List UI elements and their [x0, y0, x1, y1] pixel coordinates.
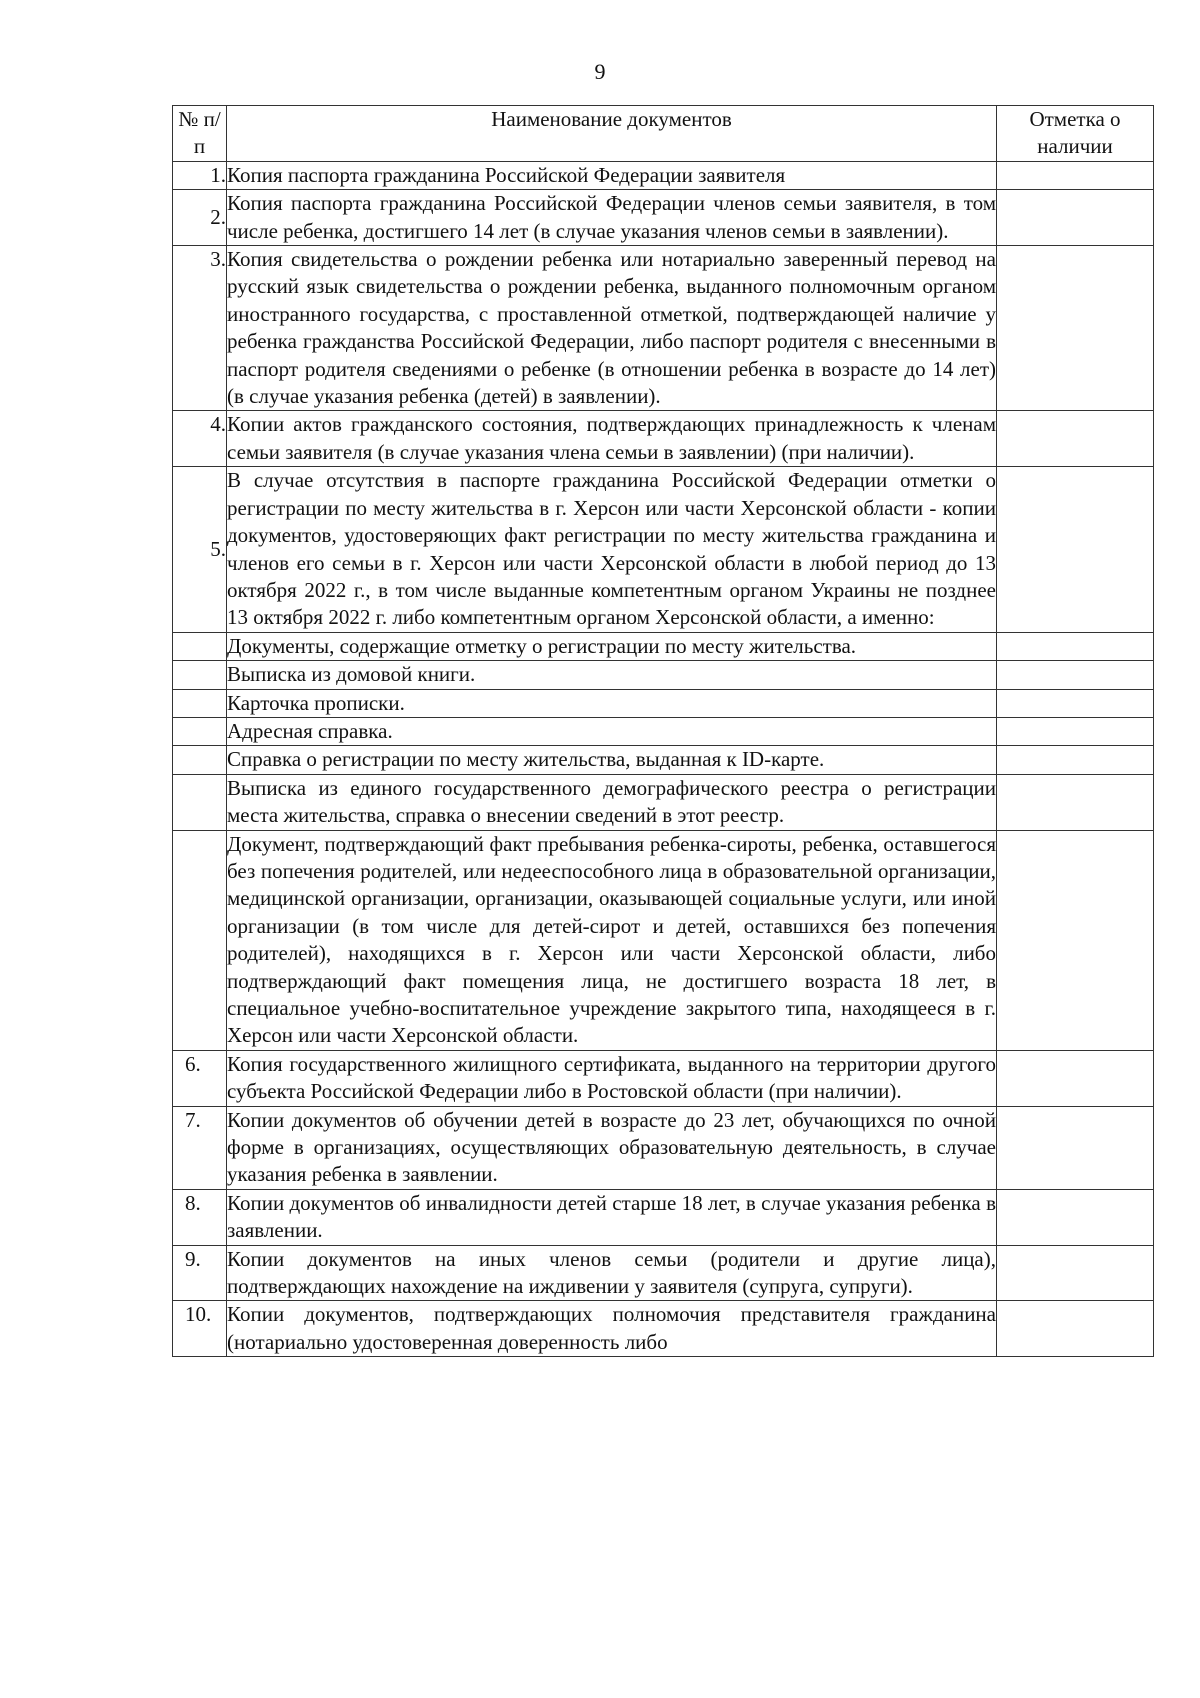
row-mark-cell	[997, 1245, 1154, 1301]
table-row	[173, 467, 1154, 632]
row-mark-cell	[997, 1106, 1154, 1189]
table-row	[173, 161, 1154, 189]
table-row	[173, 1106, 1154, 1189]
table-header-row	[173, 106, 1154, 162]
row-document-name: Копии документов, подтверждающих полномочия представителя гражданина (нотариально удостоверенная доверенность либо	[227, 1301, 997, 1357]
row-document-name: Копии актов гражданского состояния, подтверждающих принадлежность к членам семьи заявителя (в случае указания члена семьи в заявлении) (при наличии).	[227, 411, 997, 467]
row-document-name: Выписка из домовой книги.	[227, 661, 997, 689]
row-mark-cell	[997, 467, 1154, 632]
row-mark-cell	[997, 1050, 1154, 1106]
table-row	[173, 1050, 1154, 1106]
row-document-name: Копия государственного жилищного сертификата, выданного на территории другого субъекта Российской Федерации либо в Ростовской области (при наличии).	[227, 1050, 997, 1106]
row-number: 10.	[173, 1301, 227, 1357]
row-mark-cell	[997, 689, 1154, 717]
row-mark-cell	[997, 161, 1154, 189]
row-document-name: В случае отсутствия в паспорте гражданина Российской Федерации отметки о регистрации по месту жительства в г. Херсон или части Херсонской области - копии документов, удостоверяющих факт регистрации по месту жительства гражданина и членов его семьи в г. Херсон или части Херсонской области в любой период до 13 октября 2022 г., в том числе выданные компетентным органом Украины не позднее 13 октября 2022 г. либо компетентным органом Херсонской области, а именно:	[227, 467, 997, 632]
table-row	[173, 746, 1154, 774]
table-row	[173, 717, 1154, 745]
page-number: 9	[594, 59, 606, 84]
row-mark-cell	[997, 190, 1154, 246]
table-row	[173, 411, 1154, 467]
row-mark-cell	[997, 1301, 1154, 1357]
row-number	[173, 774, 227, 830]
row-document-name: Адресная справка.	[227, 717, 997, 745]
header-num: № п/п	[173, 106, 227, 162]
row-document-name: Копия паспорта гражданина Российской Федерации заявителя	[227, 161, 997, 189]
row-mark-cell	[997, 717, 1154, 745]
table-row	[173, 774, 1154, 830]
row-number: 6.	[173, 1050, 227, 1106]
table-row	[173, 830, 1154, 1050]
row-number: 8.	[173, 1189, 227, 1245]
row-mark-cell	[997, 1189, 1154, 1245]
row-number	[173, 632, 227, 660]
row-document-name: Выписка из единого государственного демографического реестра о регистрации места жительства, справка о внесении сведений в этот реестр.	[227, 774, 997, 830]
row-document-name: Документ, подтверждающий факт пребывания ребенка-сироты, ребенка, оставшегося без попечения родителей, или недееспособного лица в образовательной организации, медицинской организации, организации, оказывающей социальные услуги, или иной организации (в том числе для детей-сирот и детей, оставшихся без попечения родителей), находящихся в г. Херсон или части Херсонской области, либо подтверждающий факт помещения лица, не достигшего возраста 18 лет, в специальное учебно-воспитательное учреждение закрытого типа, находящееся в г. Херсон или части Херсонской области.	[227, 830, 997, 1050]
row-number	[173, 746, 227, 774]
row-mark-cell	[997, 774, 1154, 830]
header-name: Наименование документов	[227, 106, 997, 162]
row-number: 3.	[173, 246, 227, 411]
row-number	[173, 661, 227, 689]
row-document-name: Копии документов об обучении детей в возрасте до 23 лет, обучающихся по очной форме в организациях, осуществляющих образовательную деятельность, в случае указания ребенка в заявлении.	[227, 1106, 997, 1189]
table-row	[173, 1301, 1154, 1357]
row-number	[173, 830, 227, 1050]
table-row	[173, 1245, 1154, 1301]
table-row	[173, 632, 1154, 660]
row-document-name: Копия свидетельства о рождении ребенка или нотариально заверенный перевод на русский язык свидетельства о рождении ребенка, выданного полномочным органом иностранного государства, с проставленной отметкой, подтверждающей наличие у ребенка гражданства Российской Федерации, либо паспорт родителя с внесенными в паспорт родителя сведениями о ребенке (в отношении ребенка в возрасте до 14 лет) (в случае указания ребенка (детей) в заявлении).	[227, 246, 997, 411]
row-document-name: Документы, содержащие отметку о регистрации по месту жительства.	[227, 632, 997, 660]
table-row	[173, 1189, 1154, 1245]
row-mark-cell	[997, 661, 1154, 689]
row-document-name: Карточка прописки.	[227, 689, 997, 717]
row-document-name: Копии документов об инвалидности детей старше 18 лет, в случае указания ребенка в заявлении.	[227, 1189, 997, 1245]
row-number: 4.	[173, 411, 227, 467]
row-number	[173, 689, 227, 717]
row-number: 5.	[173, 467, 227, 632]
row-mark-cell	[997, 830, 1154, 1050]
header-mark: Отметка о наличии	[997, 106, 1154, 162]
row-number: 2.	[173, 190, 227, 246]
row-document-name: Справка о регистрации по месту жительства, выданная к ID-карте.	[227, 746, 997, 774]
row-mark-cell	[997, 411, 1154, 467]
table-row	[173, 661, 1154, 689]
row-mark-cell	[997, 632, 1154, 660]
row-number: 7.	[173, 1106, 227, 1189]
row-number: 9.	[173, 1245, 227, 1301]
row-number	[173, 717, 227, 745]
row-mark-cell	[997, 246, 1154, 411]
table-row	[173, 689, 1154, 717]
row-document-name: Копия паспорта гражданина Российской Федерации членов семьи заявителя, в том числе ребенка, достигшего 14 лет (в случае указания членов семьи в заявлении).	[227, 190, 997, 246]
row-number: 1.	[173, 161, 227, 189]
row-mark-cell	[997, 746, 1154, 774]
table-row	[173, 190, 1154, 246]
documents-table	[172, 105, 1154, 1357]
row-document-name: Копии документов на иных членов семьи (родители и другие лица), подтверждающих нахождение на иждивении у заявителя (супруга, супруги).	[227, 1245, 997, 1301]
table-row	[173, 246, 1154, 411]
